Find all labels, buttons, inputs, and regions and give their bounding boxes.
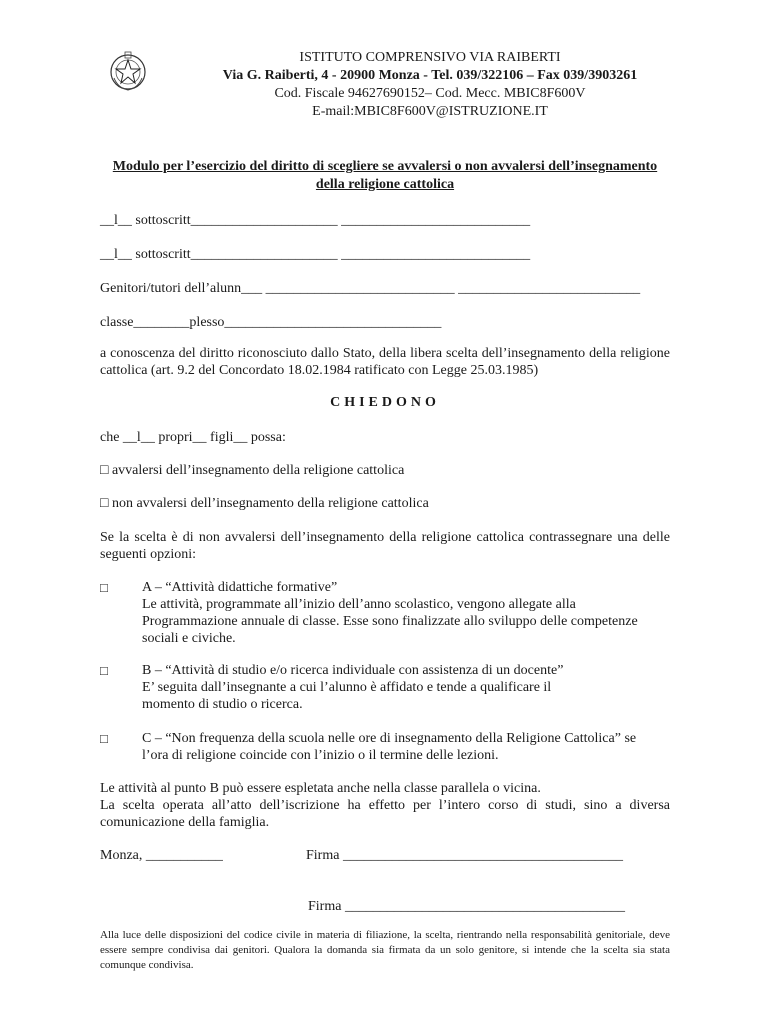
option-c-checkbox[interactable]: □	[100, 731, 108, 746]
choice-non-avvalersi[interactable]: □ non avvalersi dell’insegnamento della religione cattolica	[100, 496, 429, 511]
footnote-disclaimer: Alla luce delle disposizioni del codice civile in materia di filiazione, la scelta, rientrando nella responsabilità genitoriale, deve essere sempre condivisa dai genitori. Qualora la domanda sia firmata da un solo genitore, si intende che la scelta sia stata comunque condivisa.	[100, 929, 670, 971]
option-b-line-2: E’ seguita dall’insegnante a cui l’alunno è affidato e tende a qualificare il	[142, 680, 552, 695]
signature-field-1[interactable]: Firma ________________________________________	[306, 848, 623, 863]
option-b-checkbox[interactable]: □	[100, 663, 108, 678]
school-header	[180, 49, 680, 121]
option-a-checkbox[interactable]: □	[100, 580, 108, 595]
option-c-line-2: l’ora di religione coincide con l’inizio o il termine delle lezioni.	[142, 748, 499, 763]
signer-line-2[interactable]: __l__ sottoscritt_____________________ ___________________________	[100, 247, 531, 262]
signer-line-1[interactable]: __l__ sottoscritt_____________________ ___________________________	[100, 213, 531, 228]
date-place-field[interactable]: Monza, ___________	[100, 848, 223, 863]
se-scelta-paragraph: Se la scelta è di non avvalersi dell’insegnamento della religione cattolica contrassegnare una delle seguenti opzioni:	[100, 530, 670, 562]
option-b-text	[142, 662, 670, 713]
option-b-line-1: B – “Attività di studio e/o ricerca individuale con assistenza di un docente”	[142, 663, 564, 678]
guardian-student-line[interactable]: Genitori/tutori dell’alunn___ ___________________________ __________________________	[100, 281, 641, 296]
school-name: ISTITUTO COMPRENSIVO VIA RAIBERTI	[299, 50, 561, 65]
option-b-line-3: momento di studio o ricerca.	[142, 697, 303, 712]
option-a-line-2: Le attività, programmate all’inizio dell’anno scolastico, vengono allegate alla	[142, 597, 576, 612]
che-line: che __l__ propri__ figli__ possa:	[100, 430, 286, 445]
class-plesso-line[interactable]: classe________plesso_______________________________	[100, 315, 442, 330]
school-email: E-mail:MBIC8F600V@ISTRUZIONE.IT	[312, 104, 548, 119]
signature-field-2[interactable]: Firma ________________________________________	[308, 899, 625, 914]
option-a-line-1: A – “Attività didattiche formative”	[142, 580, 338, 595]
italian-republic-emblem-icon	[108, 48, 148, 94]
intro-paragraph: a conoscenza del diritto riconosciuto dallo Stato, della libera scelta dell’insegnamento della religione cattolica (art. 9.2 del Concordato 18.02.1984 ratificato con Legge 25.03.1985)	[100, 346, 670, 378]
school-codes: Cod. Fiscale 94627690152– Cod. Mecc. MBIC8F600V	[274, 86, 586, 101]
option-c-line-1: C – “Non frequenza della scuola nelle ore di insegnamento della Religione Cattolica” se	[142, 731, 637, 746]
option-a-line-3: Programmazione annuale di classe. Esse sono finalizzate allo sviluppo delle competenze	[142, 614, 638, 629]
option-a-line-4: sociali e civiche.	[142, 631, 236, 646]
chiedono-heading: CHIEDONO	[330, 395, 440, 410]
option-a-text	[142, 579, 670, 647]
option-c-text	[142, 730, 670, 764]
school-address: Via G. Raiberti, 4 - 20900 Monza - Tel. 039/322106 – Fax 039/3903261	[222, 68, 638, 83]
scelta-operata-paragraph: La scelta operata all’atto dell’iscrizione ha effetto per l’intero corso di studi, sino a diversa comunicazione della famiglia.	[100, 798, 670, 830]
form-title: Modulo per l’esercizio del diritto di scegliere se avvalersi o non avvalersi dell’insegnamento della religione cattolica	[112, 159, 658, 192]
choice-avvalersi[interactable]: □ avvalersi dell’insegnamento della religione cattolica	[100, 463, 405, 478]
punto-b-note: Le attività al punto B può essere espletata anche nella classe parallela o vicina.	[100, 781, 541, 796]
